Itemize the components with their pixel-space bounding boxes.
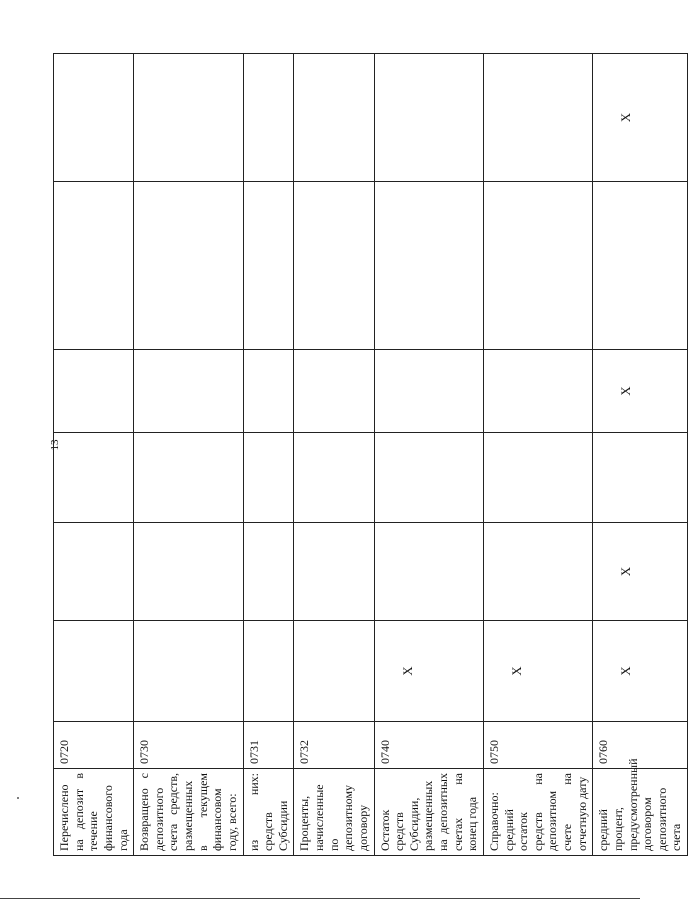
table-cell [374,621,483,722]
table-cell [593,523,688,621]
deposit-table [53,53,688,856]
row-code: 0750 [483,722,592,769]
table-cell [294,350,374,433]
table-cell [374,182,483,350]
row-label: средний процент, предусмотренный договором депозитного счета [593,769,688,856]
table-cell [243,350,294,433]
table-cell [54,350,134,433]
row-code: 0731 [243,722,294,769]
table-cell [54,433,134,523]
table-rotator [53,54,684,856]
table-row [54,54,134,856]
table-row [243,54,294,856]
page-number: 13 [49,439,61,451]
table-cell [483,182,592,350]
table-cell [54,182,134,350]
table-cell [294,182,374,350]
table-body [54,54,688,856]
cell-value: X [399,666,415,676]
table-cell [483,433,592,523]
rotated-table-container [53,54,684,856]
table-cell [374,350,483,433]
table-cell [294,523,374,621]
table-cell [593,621,688,722]
row-label: Справочно: средний остаток средств на депозитном счете на отчетную дату [483,769,592,856]
table-cell [54,621,134,722]
table-cell [593,182,688,350]
table-cell [54,523,134,621]
table-cell [134,350,243,433]
table-cell [243,54,294,182]
row-code: 0730 [134,722,243,769]
cell-value: X [508,666,524,676]
table-cell [593,350,688,433]
row-code: 0760 [593,722,688,769]
row-label: Остаток средств Субсидии, размещенных на депозитных счетах на конец года [374,769,483,856]
row-label: Перечислено на депозит в течение финансового года [54,769,134,856]
row-label: из них: средств Субсидии [243,769,294,856]
row-code: 0720 [54,722,134,769]
table-cell [374,523,483,621]
row-label: Возвращено с депозитного счета средств, размещенных в текущем финансовом году, всего: [134,769,243,856]
cell-value: X [618,666,634,676]
table-cell [294,433,374,523]
table-row [134,54,243,856]
table-row [294,54,374,856]
table-cell [374,433,483,523]
table-cell [134,54,243,182]
table-cell [593,54,688,182]
table-cell [134,182,243,350]
table-cell [243,621,294,722]
table-cell [243,182,294,350]
table-cell [134,621,243,722]
table-cell [483,621,592,722]
table-cell [134,523,243,621]
cell-value: X [618,566,634,577]
table-row [483,54,592,856]
cell-value: X [618,386,634,396]
table-cell [134,433,243,523]
table-cell [294,621,374,722]
table-cell [483,350,592,433]
table-cell [483,523,592,621]
table-cell [243,523,294,621]
table-cell [374,54,483,182]
footer-rule [0,898,640,899]
table-cell [593,433,688,523]
table-cell [54,54,134,182]
row-code: 0732 [294,722,374,769]
table-row [374,54,483,856]
table-cell [294,54,374,182]
table-cell [243,433,294,523]
cell-value: X [618,112,634,123]
table-row [593,54,688,856]
row-code: 0740 [374,722,483,769]
row-label: Проценты, начисленные по депозитному договору [294,769,374,856]
scan-speck [17,797,19,799]
table-cell [483,54,592,182]
